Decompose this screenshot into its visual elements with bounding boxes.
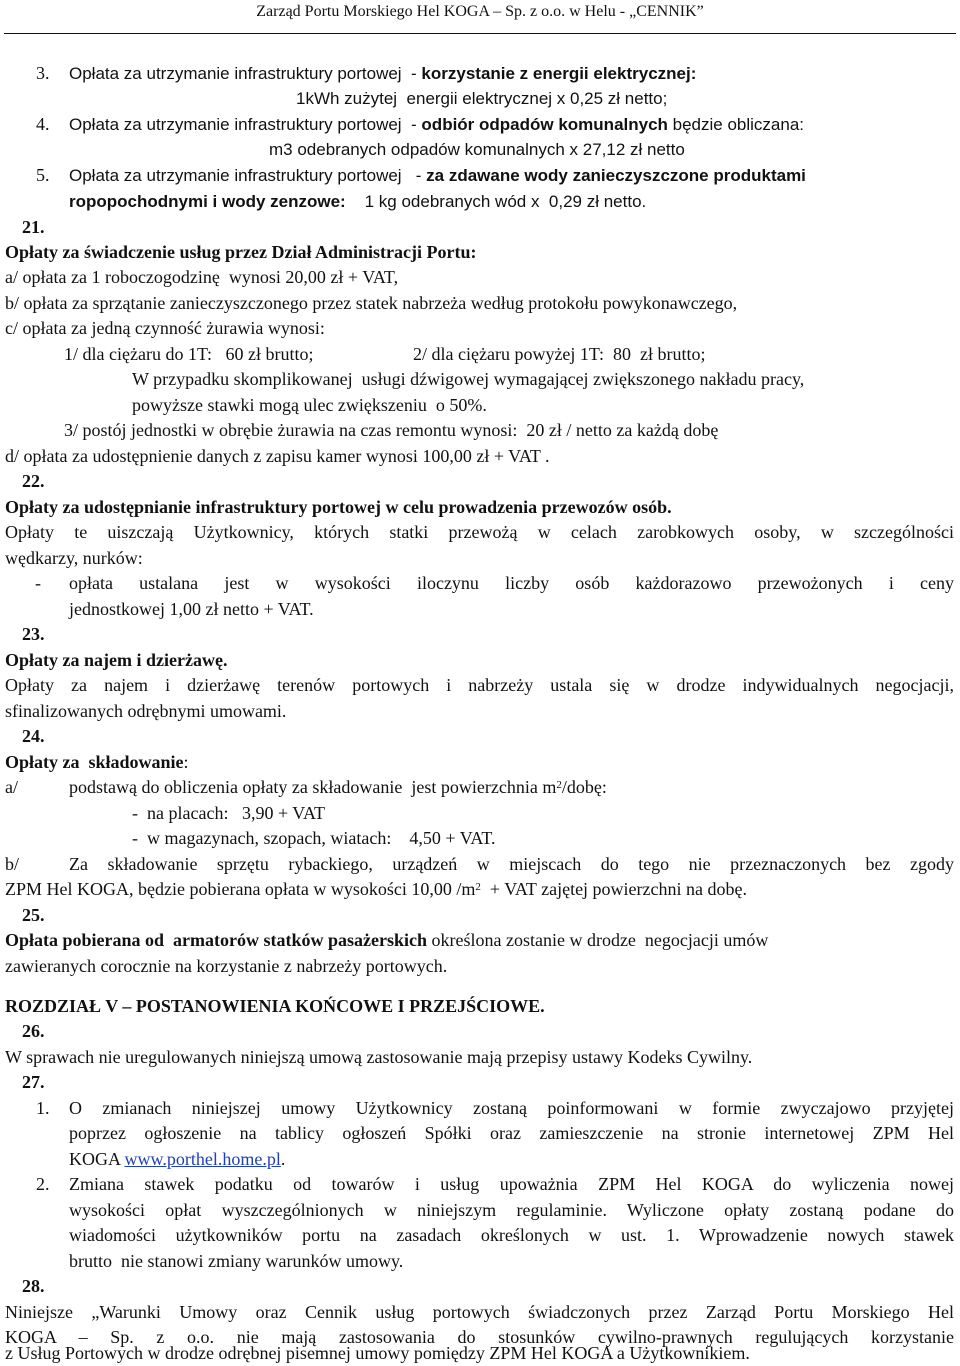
item-4-tail: będzie obliczana: bbox=[667, 115, 805, 134]
section-27-item1-number: 1. bbox=[36, 1098, 50, 1118]
section-22-para-line1: Opłaty te uiszczają Użytkownicy, których statki przewożą w celach zarobkowych osoby, w szczególności bbox=[5, 522, 954, 542]
section-21-b: b/ opłata za sprzątanie zanieczyszczonego przez statek nabrzeża według protokołu powykonawczego, bbox=[5, 293, 738, 313]
section-25-line1 bbox=[5, 927, 954, 953]
section-25-line2: zawieranych corocznie na korzystanie z nabrzeży portowych. bbox=[5, 956, 448, 976]
section-24-a-text: podstawą do obliczenia opłaty za składowanie jest powierzchnia m bbox=[69, 777, 557, 797]
section-22-item-line1: opłata ustalana jest w wysokości iloczynu liczby osób każdorazowo przewożonych i ceny bbox=[69, 573, 954, 593]
section-24-b-line1: Za składowanie sprzętu rybackiego, urządzeń w miejscach do tego nie przeznaczonych bez zgody bbox=[69, 854, 954, 874]
section-21-d: d/ opłata za udostępnienie danych z zapisu kamer wynosi 100,00 zł + VAT . bbox=[5, 446, 550, 466]
section-28-line1: Niniejsze „Warunki Umowy oraz Cennik usług portowych świadczonych przez Zarząd Portu Morskiego Hel bbox=[5, 1302, 954, 1322]
section-21-c2: 2/ dla ciężaru powyżej 1T: 80 zł brutto; bbox=[413, 344, 706, 364]
section-21-c1: 1/ dla ciężaru do 1T: 60 zł brutto; bbox=[64, 344, 314, 364]
section-24-a1: - na placach: 3,90 + VAT bbox=[132, 803, 325, 823]
section-24-b-text: ZPM Hel KOGA, będzie pobierana opłata w wysokości 10,00 /m bbox=[5, 879, 476, 899]
section-24-a2: - w magazynach, szopach, wiatach: 4,50 + VAT. bbox=[132, 828, 496, 848]
section-24-b-line2 bbox=[5, 876, 747, 902]
section-24-title: Opłaty za składowanie bbox=[5, 752, 184, 772]
section-28-line2: KOGA – Sp. z o.o. nie mają zastosowania do stosunków cywilno-prawnych regulujących korzystanie bbox=[5, 1327, 954, 1347]
section-22-title: Opłaty za udostępnianie infrastruktury portowej w celu prowadzenia przewozów osób. bbox=[5, 497, 672, 517]
section-22-number: 22. bbox=[22, 471, 45, 491]
section-22-item-line2: jednostkowej 1,00 zł netto + VAT. bbox=[69, 599, 314, 619]
item-3-bold: korzystanie z energii elektrycznej: bbox=[421, 64, 697, 83]
section-25-number: 25. bbox=[22, 905, 45, 925]
item-3-line2: 1kWh zużytej energii elektrycznej x 0,25 zł netto; bbox=[296, 89, 668, 108]
section-27-item2-line4: brutto nie stanowi zmiany warunków umowy. bbox=[69, 1251, 404, 1271]
section-24-a-line bbox=[69, 774, 607, 800]
item-4-text: Opłata za utrzymanie infrastruktury portowej - bbox=[69, 115, 422, 134]
section-24-b-tail: + VAT zajętej powierzchni na dobę. bbox=[480, 879, 748, 899]
item-5-line1 bbox=[69, 162, 806, 189]
section-21-a: a/ opłata za 1 roboczogodzinę wynosi 20,00 zł + VAT, bbox=[5, 267, 399, 287]
section-24-b-sup: 2 bbox=[475, 881, 481, 893]
section-21-note-2: powyższe stawki mogą ulec zwiększeniu o 50%. bbox=[132, 395, 487, 415]
section-22-dash: - bbox=[35, 573, 41, 593]
section-24-title-colon: : bbox=[183, 752, 189, 772]
section-27-item1-prefix: KOGA bbox=[69, 1149, 125, 1169]
item-3-line1 bbox=[69, 60, 696, 87]
section-24-b-label: b/ bbox=[5, 854, 20, 874]
section-27-item2-line1: Zmiana stawek podatku od towarów i usług upoważnia ZPM Hel KOGA do wyliczenia nowej bbox=[69, 1174, 954, 1194]
section-27-item1-line3 bbox=[69, 1146, 285, 1172]
item-3-text: Opłata za utrzymanie infrastruktury portowej - bbox=[69, 64, 422, 83]
item-4-line2: m3 odebranych odpadów komunalnych x 27,12 zł netto bbox=[269, 140, 685, 159]
section-24-title-line bbox=[5, 749, 189, 775]
section-27-item2-line3: wiadomości użytkowników portu na zasadach określonych w ust. 1. Wprowadzenie nowych stawek bbox=[69, 1225, 954, 1245]
item-4-line1 bbox=[69, 111, 804, 138]
item-3-number: 3. bbox=[36, 63, 50, 83]
section-25-rest: określona zostanie w drodze negocjacji umów bbox=[427, 930, 769, 950]
section-27-item1-line1: O zmianach niniejszej umowy Użytkownicy zostaną poinformowani w formie zwyczajowo przyjętej bbox=[69, 1098, 954, 1118]
item-5-bold: za zdawane wody zanieczyszczone produktami bbox=[426, 166, 806, 185]
section-23-para-line1: Opłaty za najem i dzierżawę terenów portowych i nabrzeży ustala się w drodze indywidualnych negocjacji, bbox=[5, 675, 954, 695]
section-27-item2-number: 2. bbox=[36, 1174, 50, 1194]
section-24-a-label: a/ bbox=[5, 777, 18, 797]
section-27-item1-suffix: . bbox=[280, 1149, 286, 1169]
section-27-item2-line2: wysokości opłat wyszczególnionych w niniejszym regulaminie. Wyliczone opłaty zostaną podane do bbox=[69, 1200, 954, 1220]
section-24-a-sup: 2 bbox=[556, 779, 562, 791]
section-24-a-tail: /dobę: bbox=[561, 777, 607, 797]
chapter-heading: ROZDZIAŁ V – POSTANOWIENIA KOŃCOWE I PRZEJŚCIOWE. bbox=[5, 996, 545, 1016]
section-21-c: c/ opłata za jedną czynność żurawia wynosi: bbox=[5, 318, 325, 338]
item-5-tail: 1 kg odebranych wód x 0,29 zł netto. bbox=[345, 192, 647, 211]
page-header: Zarząd Portu Morskiego Hel KOGA – Sp. z o.o. w Helu - „CENNIK” bbox=[256, 3, 704, 20]
header-divider bbox=[4, 33, 956, 34]
item-5-text: Opłata za utrzymanie infrastruktury portowej - bbox=[69, 166, 427, 185]
section-27-item1-line2: poprzez ogłoszenie na tablicy ogłoszeń Spółki oraz zamieszczenie na stronie internetowej ZPM Hel bbox=[69, 1123, 954, 1143]
item-4-number: 4. bbox=[36, 114, 50, 134]
section-28-line3: z Usług Portowych w drodze odrębnej pisemnej umowy pomiędzy ZPM Hel KOGA a Użytkownikiem. bbox=[5, 1343, 750, 1363]
section-23-number: 23. bbox=[22, 624, 45, 644]
section-21-c3: 3/ postój jednostki w obrębie żurawia na czas remontu wynosi: 20 zł / netto za każdą dobę bbox=[64, 420, 719, 440]
section-25-bold: Opłata pobierana od armatorów statków pasażerskich bbox=[5, 930, 427, 950]
item-4-bold: odbiór odpadów komunalnych bbox=[421, 115, 668, 134]
section-21-number: 21. bbox=[22, 217, 45, 237]
section-24-number: 24. bbox=[22, 726, 45, 746]
section-26-number: 26. bbox=[22, 1021, 45, 1041]
website-link[interactable]: www.porthel.home.pl bbox=[124, 1149, 281, 1169]
item-5-line2 bbox=[69, 188, 646, 215]
section-28-number: 28. bbox=[22, 1276, 45, 1296]
section-21-note-1: W przypadku skomplikowanej usługi dźwigowej wymagającej zwiększonego nakładu pracy, bbox=[132, 369, 805, 389]
section-21-title: Opłaty za świadczenie usług przez Dział Administracji Portu: bbox=[5, 242, 477, 262]
section-22-para-line2: wędkarzy, nurków: bbox=[5, 548, 143, 568]
section-26-text: W sprawach nie uregulowanych niniejszą umową zastosowanie mają przepisy ustawy Kodeks Cywilny. bbox=[5, 1047, 753, 1067]
item-5-number: 5. bbox=[36, 165, 50, 185]
section-23-para-line2: sfinalizowanych odrębnymi umowami. bbox=[5, 701, 287, 721]
section-27-number: 27. bbox=[22, 1072, 45, 1092]
item-5-bold-2: ropopochodnymi i wody zenzowe: bbox=[69, 192, 346, 211]
section-23-title: Opłaty za najem i dzierżawę. bbox=[5, 650, 228, 670]
